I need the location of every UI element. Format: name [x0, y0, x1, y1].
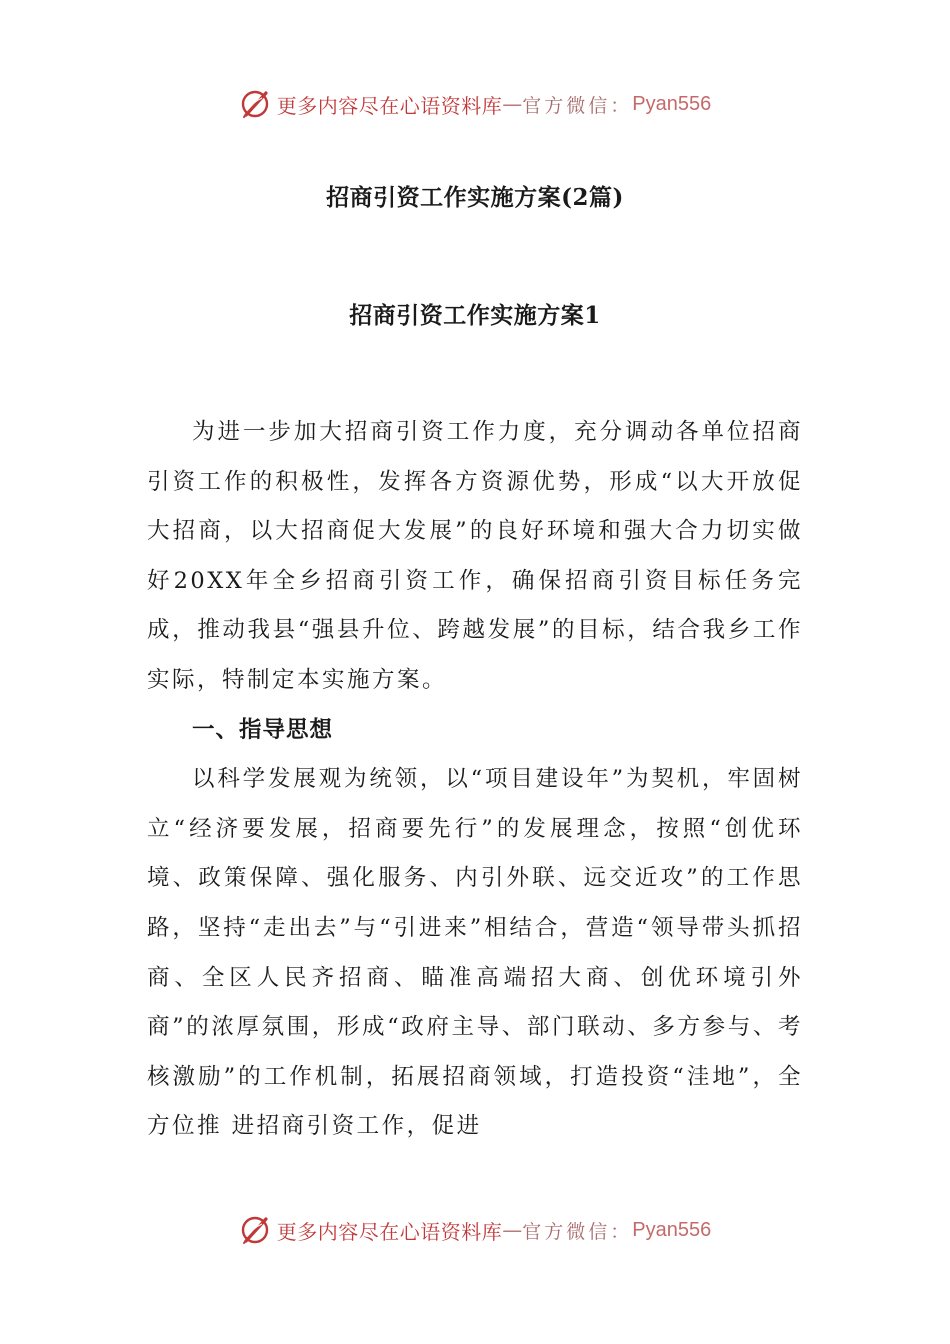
document-body	[147, 408, 803, 1152]
guiding-ideology-paragraph: 以科学发展观为统领，以“项目建设年”为契机，牢固树立“经济要发展，招商要先行”的发展理念，按照“创优环境、政策保障、强化服务、内引外联、远交近攻”的工作思路，坚持“走出去”与“引进来”相结合，营造“领导带头抓招商、全区人民齐招商、瞄准高端招大商、创优环境引外商”的浓厚氛围，形成“政府主导、部门联动、多方参与、考核激励”的工作机制，拓展招商领域，打造投资“洼地”，全方位推 进招商引资工作，促进	[147, 766, 803, 1140]
banner-dash: —	[502, 92, 523, 116]
pen-circle-logo-icon	[239, 87, 273, 121]
document-title: 招商引资工作实施方案(2篇)	[326, 184, 624, 211]
pen-circle-logo-icon	[239, 1213, 273, 1247]
banner-wechat-label: 官方微信：	[522, 1220, 633, 1243]
document-subtitle: 招商引资工作实施方案1	[349, 302, 601, 329]
footer-watermark-banner	[0, 1210, 950, 1250]
header-watermark-banner	[0, 84, 950, 124]
banner-main-text: 更多内容尽在心语资料库	[276, 93, 503, 118]
banner-wechat-id: Pyan556	[632, 92, 712, 115]
banner-dash: —	[502, 1218, 523, 1242]
intro-paragraph: 为进一步加大招商引资工作力度，充分调动各单位招商引资工作的积极性，发挥各方资源优势，形成“以大开放促大招商，以大招商促大发展”的良好环境和强大合力切实做好20XX年全乡招商引资工作，确保招商引资目标任务完成，推动我县“强县升位、跨越发展”的目标，结合我乡工作实际，特制定本实施方案。	[147, 419, 803, 693]
banner-main-text: 更多内容尽在心语资料库	[276, 1219, 503, 1244]
banner-wechat-id: Pyan556	[632, 1218, 712, 1241]
banner-wechat-label: 官方微信：	[522, 94, 633, 117]
section-heading-guiding-ideology: 一、指导思想	[192, 716, 334, 743]
